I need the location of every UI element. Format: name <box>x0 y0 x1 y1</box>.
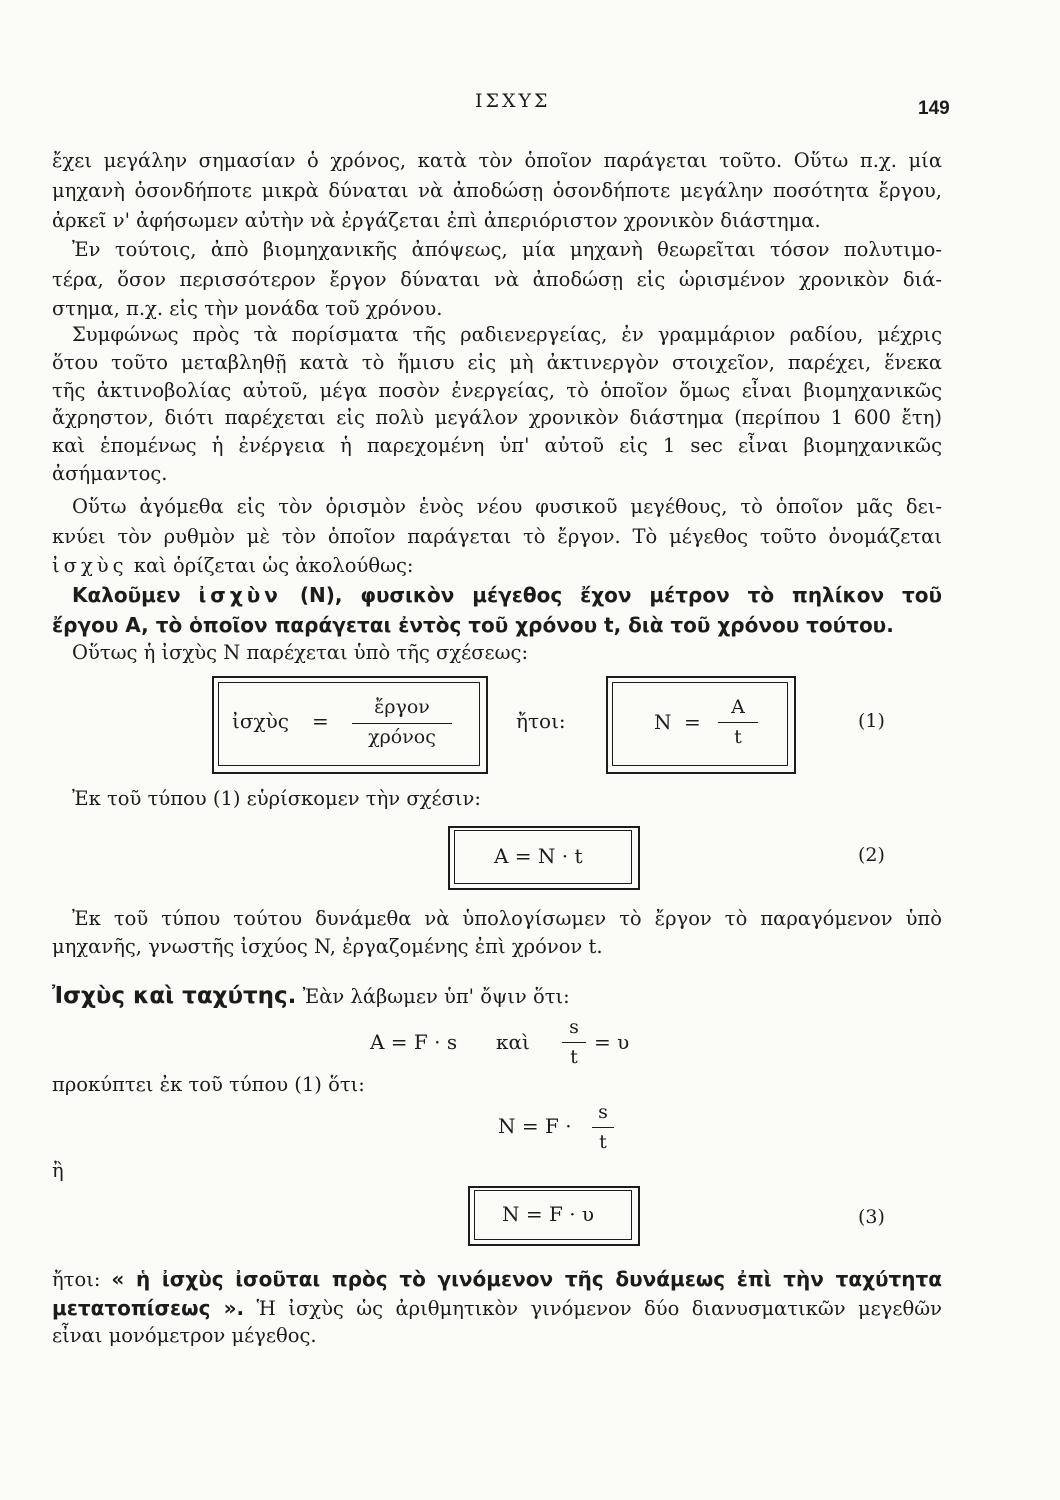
p2-line-3: στημα, π.χ. εἰς τὴν μονάδα τοῦ χρόνου. <box>52 297 443 320</box>
conclusion-prefix: ἤτοι: <box>52 1268 101 1291</box>
formula1-equals2: = <box>684 710 701 734</box>
formula1-denominator: χρόνος <box>368 726 436 748</box>
formula2-expr: A = N · t <box>494 844 583 868</box>
p3-line-4: ἄχρηστον, διότι παρέχεται εἰς πολὺ μεγάλον χρονικὸν διάστημα (περίπου 1 600 ἔτη) <box>52 406 942 429</box>
section-line <box>52 983 570 1009</box>
formula2-label: (2) <box>858 844 885 866</box>
formula1-equals: = <box>312 709 329 733</box>
p5-line-2: μηχανῆς, γνωστῆς ἰσχύος N, ἐργαζομένης ἐπὶ χρόνον t. <box>52 935 603 958</box>
p4-line-3 <box>52 553 942 579</box>
formula-power-bar <box>592 1127 614 1128</box>
formula1-t: t <box>734 726 742 748</box>
formula1-numerator: ἔργον <box>374 696 430 718</box>
definition-line-1 <box>72 582 942 608</box>
p3-line-2: ὅτου τοῦτο μεταβληθῇ κατὰ τὸ ἥμισυ εἰς μὴ ἀκτινεργὸν στοιχεῖον, παρέχει, ἕνεκα <box>52 351 942 374</box>
formula-kai: καὶ <box>496 1030 530 1054</box>
or-word: ἢ <box>52 1159 64 1182</box>
p3-line-6: ἀσήμαντος. <box>52 462 168 485</box>
p2-line-1: Ἐν τούτοις, ἀπὸ βιομηχανικῆς ἀπόψεως, μία μηχανὴ θεωρεῖται τόσον πολυτιμο- <box>72 238 942 261</box>
p2-line-2: τέρα, ὅσον περισσότερον ἔργον δύναται νὰ ἀποδώσῃ εἰς ὡρισμένον χρονικὸν διά- <box>52 268 942 291</box>
definition-lead: Καλοῦμεν <box>72 583 181 607</box>
formula1-A: A <box>731 696 745 718</box>
p4-line-1: Οὕτω ἀγόμεθα εἰς τὸν ὁρισμὸν ἑνὸς νέου φυσικοῦ μεγέθους, τὸ ὁποῖον μᾶς δει- <box>72 495 942 518</box>
formula1-connector: ἤτοι: <box>516 709 566 733</box>
conclusion-line-1 <box>52 1266 942 1293</box>
formula1-label: (1) <box>858 710 885 732</box>
text-results: προκύπτει ἐκ τοῦ τύπου (1) ὅτι: <box>52 1073 365 1096</box>
p3-line-5: καὶ ἑπομένως ἡ ἐνέργεια ἡ παρεχομένη ὑπ' αὐτοῦ εἰς 1 sec εἶναι βιομηχανικῶς <box>52 434 942 457</box>
conclusion-bold-2: μετατοπίσεως ». <box>52 1296 245 1320</box>
p3-line-3: τῆς ἀκτινοβολίας αὐτοῦ, μέγα ποσὸν ἐνεργείας, τὸ ὁποῖον ὅμως εἶναι βιομηχανικῶς <box>52 379 942 402</box>
formula1-fraction-bar-2 <box>718 722 758 723</box>
p1-line-2: μηχανὴ ὁσονδήποτε μικρὰ δύναται νὰ ἀποδώσῃ ὁσονδήποτε μεγάλην ποσότητα ἔργου, <box>52 179 942 202</box>
conclusion-line-2 <box>52 1295 942 1322</box>
formula3-label: (3) <box>858 1206 885 1228</box>
formula-work: A = F · s <box>370 1030 458 1054</box>
page-number: 149 <box>918 98 950 119</box>
running-title: ΙΣΧΥΣ <box>475 90 551 112</box>
formula1-fraction-bar <box>352 723 452 724</box>
p1-line-3: ἀρκεῖ ν' ἀφήσωμεν αὐτὴν νὰ ἐργάζεται ἐπὶ ἀπεριόριστον χρονικὸν διάστημα. <box>52 209 821 232</box>
conclusion-bold-1: « ἡ ἰσχὺς ἰσοῦται πρὸς τὸ γινόμενον τῆς δυνάμεως ἐπὶ τὴν ταχύτητα <box>111 1267 942 1291</box>
formula-velocity-bar <box>562 1042 586 1043</box>
formula-power-den: t <box>599 1131 607 1153</box>
conclusion-line-3: εἶναι μονόμετρον μέγεθος. <box>52 1324 317 1347</box>
p4-line-2: κνύει τὸν ρυθμὸν μὲ τὸν ὁποῖον παράγεται τὸ ἔργον. Τὸ μέγεθος τοῦτο ὀνομάζεται <box>52 525 942 548</box>
definition-rest: (N), φυσικὸν μέγεθος ἔχον μέτρον τὸ πηλίκον τοῦ <box>299 583 942 607</box>
formula-velocity-rhs: = υ <box>594 1030 630 1054</box>
p5-line-1: Ἐκ τοῦ τύπου τούτου δυνάμεθα νὰ ὑπολογίσωμεν τὸ ἔργον τὸ παραγόμενον ὑπὸ <box>72 907 942 930</box>
definition-line-2: ἔργου A, τὸ ὁποῖον παράγεται ἐντὸς τοῦ χρόνου t, διὰ τοῦ χρόνου τούτου. <box>52 613 894 637</box>
text-before-2: Ἐκ τοῦ τύπου (1) εὑρίσκομεν τὴν σχέσιν: <box>72 787 481 810</box>
section-text: Ἐὰν λάβωμεν ὑπ' ὄψιν ὅτι: <box>302 985 570 1008</box>
term-spaced: ἰσχὺς <box>52 554 128 577</box>
formula-velocity-den: t <box>570 1046 578 1068</box>
formula1-lhs: ἰσχὺς <box>232 709 289 733</box>
section-heading: Ἰσχὺς καὶ ταχύτης. <box>52 983 297 1009</box>
definition-term: ἰσχὺν <box>198 583 282 607</box>
formula-power-fs: N = F · <box>498 1114 572 1138</box>
p4-line-3-rest: καὶ ὁρίζεται ὡς ἀκολούθως: <box>133 554 414 577</box>
conclusion-rest-2: Ἡ ἰσχὺς ὡς ἀριθμητικὸν γινόμενον δύο διανυσματικῶν μεγεθῶν <box>256 1297 943 1320</box>
p1-line-1: ἔχει μεγάλην σημασίαν ὁ χρόνος, κατὰ τὸν ὁποῖον παράγεται τοῦτο. Οὕτω π.χ. μία <box>52 149 942 172</box>
formula-power-num: s <box>598 1101 608 1123</box>
p3-line-1: Συμφώνως πρὸς τὰ πορίσματα τῆς ραδιενεργείας, ἐν γραμμάριον ραδίου, μέχρις <box>72 323 942 346</box>
formula3-expr: N = F · υ <box>502 1202 595 1226</box>
formula1-N: N <box>654 710 672 734</box>
intro-formula: Οὕτως ἡ ἰσχὺς N παρέχεται ὑπὸ τῆς σχέσεως: <box>72 641 529 664</box>
formula-velocity-num: s <box>569 1016 579 1038</box>
